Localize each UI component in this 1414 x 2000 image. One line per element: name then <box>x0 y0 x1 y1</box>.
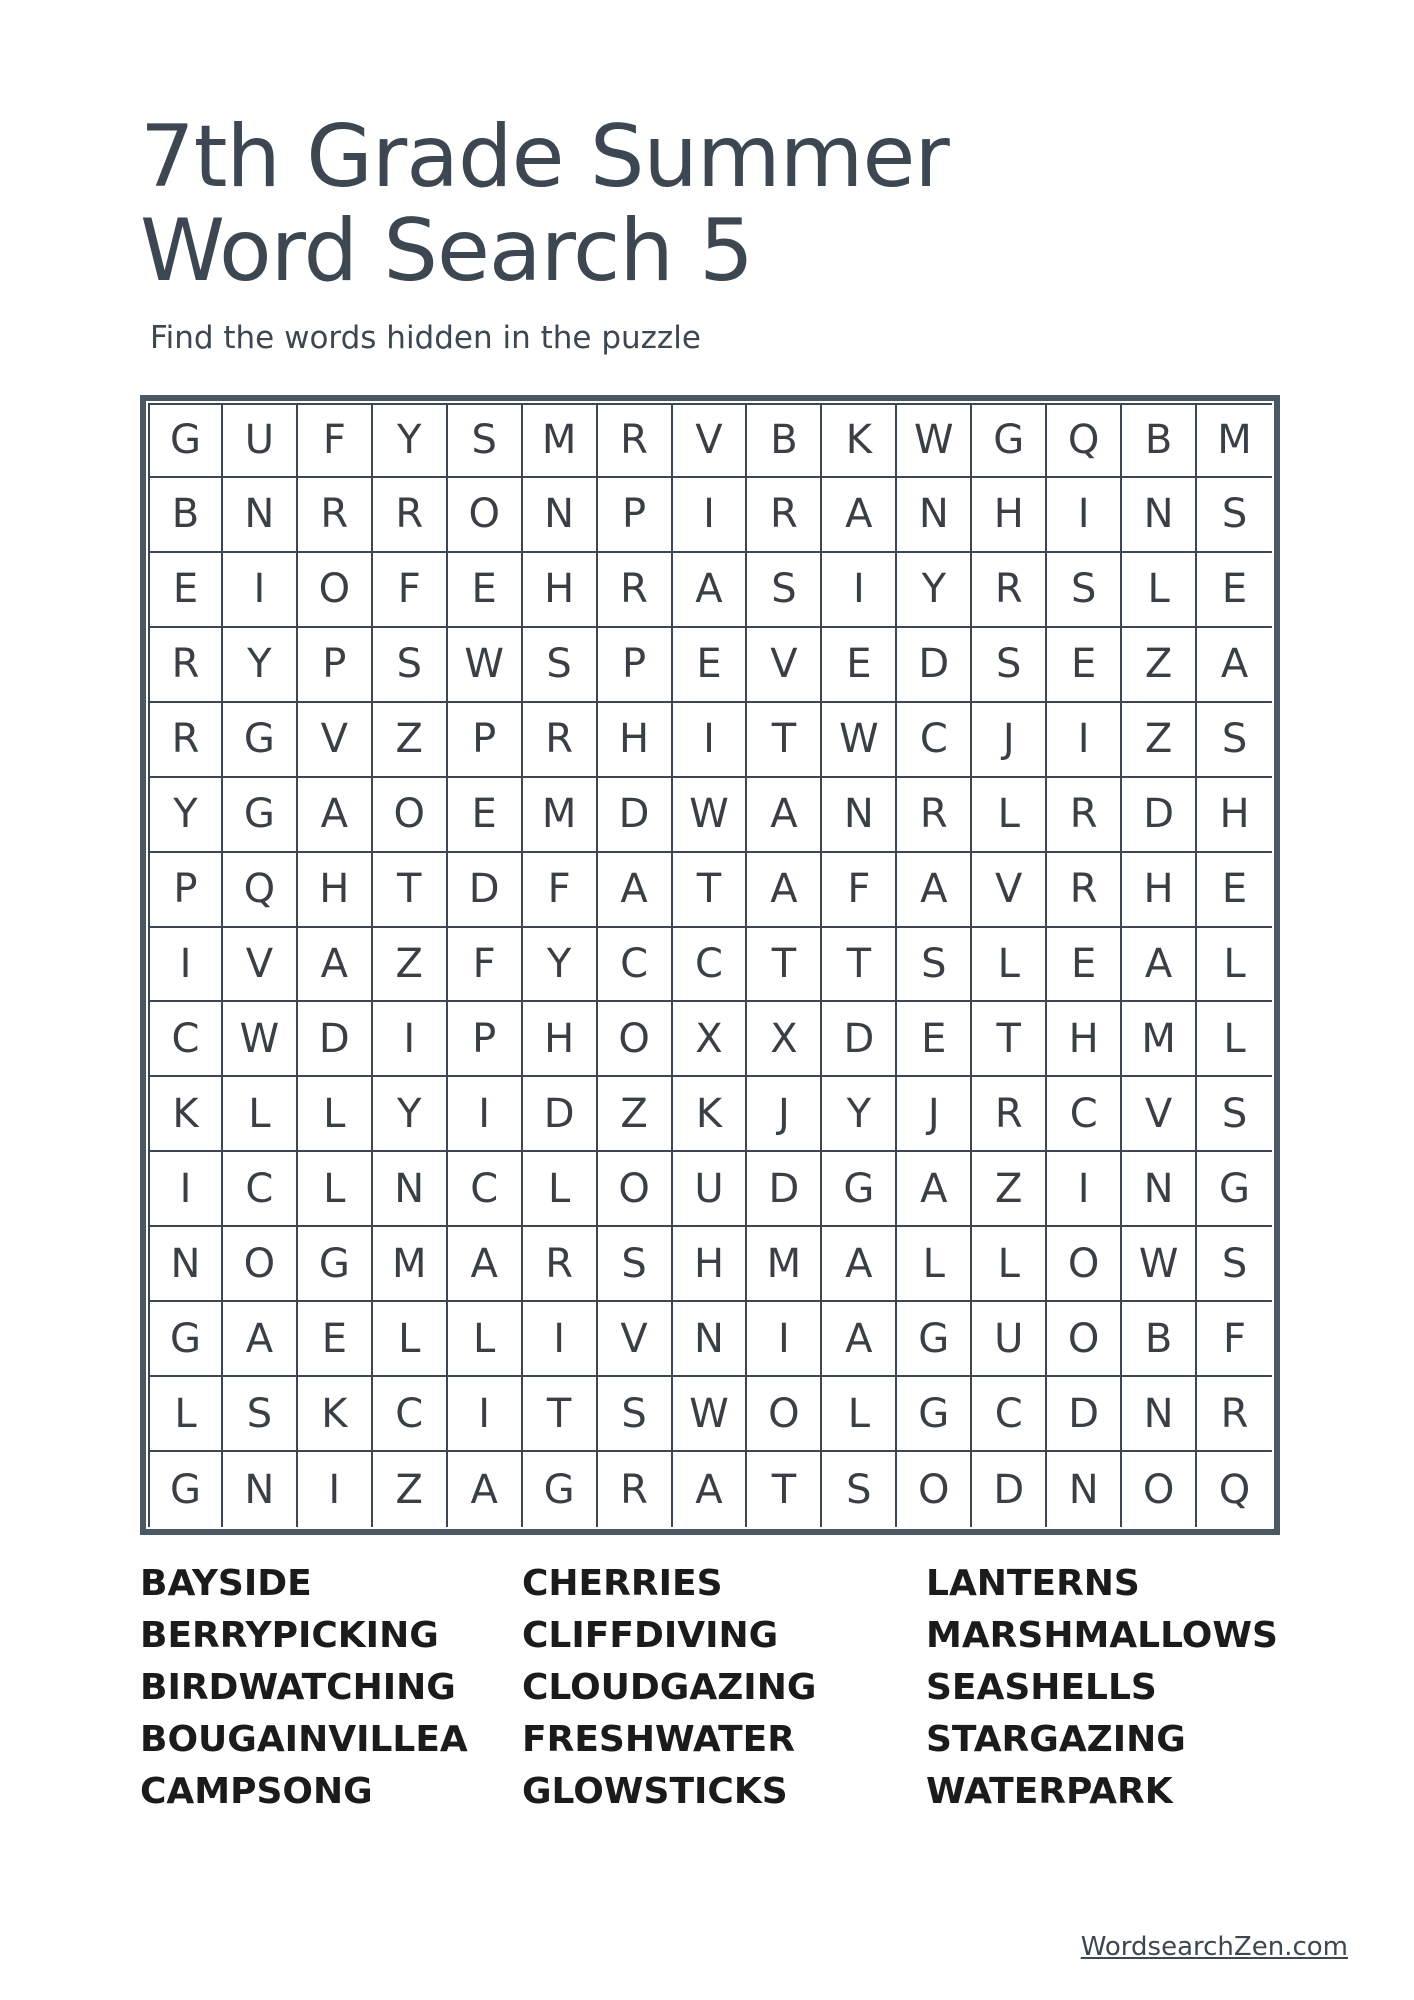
grid-cell[interactable]: W <box>448 628 523 703</box>
grid-cell[interactable]: J <box>972 703 1047 778</box>
grid-cell[interactable]: V <box>223 928 298 1003</box>
grid-cell[interactable]: S <box>747 553 822 628</box>
grid-cell[interactable]: R <box>972 553 1047 628</box>
grid-cell[interactable]: H <box>598 703 673 778</box>
grid-cell[interactable]: T <box>747 1452 822 1527</box>
grid-cell[interactable]: Q <box>1218 1466 1251 1513</box>
grid-cell[interactable]: Z <box>373 928 448 1003</box>
grid-cell[interactable]: R <box>897 778 972 853</box>
grid-cell[interactable]: I <box>1047 1152 1122 1227</box>
grid-cell[interactable]: N <box>523 478 598 553</box>
grid-cell[interactable]: E <box>1047 628 1122 703</box>
grid-cell[interactable]: L <box>972 1227 1047 1302</box>
grid-cell[interactable]: R <box>148 628 223 703</box>
grid-cell[interactable]: C <box>972 1377 1047 1452</box>
grid-cell[interactable]: V <box>673 403 748 478</box>
grid-cell[interactable]: S <box>223 1377 298 1452</box>
grid-cell[interactable]: I <box>448 1077 523 1152</box>
word-list <box>140 1558 1280 1818</box>
grid-cell[interactable]: E <box>1197 853 1272 928</box>
grid-cell[interactable]: L <box>223 1077 298 1152</box>
grid-cell[interactable]: I <box>1047 703 1122 778</box>
grid-cell[interactable]: S <box>822 1452 897 1527</box>
grid-cell[interactable]: H <box>523 1002 598 1077</box>
grid-cell[interactable]: R <box>373 478 448 553</box>
grid-cell[interactable]: L <box>373 1302 448 1377</box>
grid-cell[interactable]: S <box>598 1227 673 1302</box>
grid-cell[interactable]: M <box>523 403 598 478</box>
grid-cell[interactable]: N <box>1122 1377 1197 1452</box>
grid-cell[interactable]: O <box>1122 1452 1197 1527</box>
grid-cell[interactable]: L <box>523 1152 598 1227</box>
grid-cell[interactable]: F <box>448 928 523 1003</box>
grid-cell[interactable]: H <box>523 553 598 628</box>
grid-cell[interactable]: S <box>1197 703 1272 778</box>
grid-cell[interactable]: J <box>747 1077 822 1152</box>
grid-cell[interactable]: D <box>822 1002 897 1077</box>
grid-cell[interactable]: I <box>148 1152 223 1227</box>
title-line-2: Word Search 5 <box>140 201 753 301</box>
grid-cell[interactable]: E <box>1047 928 1122 1003</box>
grid-cell[interactable]: C <box>897 703 972 778</box>
word-item: BAYSIDE <box>140 1563 312 1604</box>
grid-cell[interactable]: E <box>148 553 223 628</box>
word-column-2 <box>522 1558 816 1818</box>
grid-cell[interactable]: D <box>298 1002 373 1077</box>
grid-cell[interactable]: A <box>223 1302 298 1377</box>
grid-cell[interactable]: T <box>523 1377 598 1452</box>
grid-cell[interactable]: E <box>673 628 748 703</box>
grid-cell[interactable]: T <box>373 853 448 928</box>
grid-cell[interactable]: D <box>897 628 972 703</box>
grid-cell[interactable]: H <box>1122 853 1197 928</box>
grid-cell[interactable]: R <box>1047 853 1122 928</box>
grid-cell[interactable]: I <box>1047 478 1122 553</box>
word-item: CAMPSONG <box>140 1771 373 1812</box>
grid-cell[interactable]: N <box>373 1152 448 1227</box>
grid-cell[interactable]: S <box>1047 553 1122 628</box>
grid-cell[interactable]: G <box>148 1302 223 1377</box>
grid-cell[interactable]: G <box>972 403 1047 478</box>
word-item: BERRYPICKING <box>140 1615 439 1656</box>
word-item: CLIFFDIVING <box>522 1615 779 1656</box>
grid-cell[interactable]: R <box>972 1077 1047 1152</box>
grid-cell[interactable]: J <box>897 1077 972 1152</box>
grid-cell[interactable]: V <box>598 1302 673 1377</box>
grid-cell[interactable]: A <box>673 553 748 628</box>
grid-cell[interactable]: O <box>1047 1227 1122 1302</box>
grid-cell[interactable]: X <box>747 1002 822 1077</box>
grid-cell[interactable]: C <box>448 1152 523 1227</box>
grid-cell[interactable]: D <box>747 1152 822 1227</box>
grid-cell[interactable]: B <box>1122 403 1197 478</box>
grid-cell[interactable]: S <box>897 928 972 1003</box>
grid-cell[interactable]: S <box>1197 1077 1272 1152</box>
grid-cell[interactable]: R <box>598 553 673 628</box>
grid-cell[interactable]: I <box>223 553 298 628</box>
word-item: BIRDWATCHING <box>140 1667 456 1708</box>
grid-cell[interactable]: K <box>148 1077 223 1152</box>
grid-cell[interactable]: A <box>448 1452 523 1527</box>
grid-cell[interactable]: Z <box>373 1452 448 1527</box>
grid-cell[interactable]: D <box>1047 1377 1122 1452</box>
grid-cell[interactable]: D <box>598 778 673 853</box>
grid-cell[interactable]: A <box>747 778 822 853</box>
grid-cell[interactable]: Y <box>223 628 298 703</box>
grid-cell[interactable]: P <box>448 1002 523 1077</box>
grid-cell[interactable]: A <box>822 478 897 553</box>
grid-cell[interactable]: I <box>673 478 748 553</box>
grid-cell[interactable]: G <box>148 1452 223 1527</box>
grid-cell[interactable]: Z <box>972 1152 1047 1227</box>
grid-cell[interactable]: O <box>298 553 373 628</box>
word-item: GLOWSTICKS <box>522 1771 788 1812</box>
grid-cell[interactable]: R <box>1197 1377 1272 1452</box>
grid-cell[interactable]: V <box>1122 1077 1197 1152</box>
grid-cell[interactable]: A <box>298 778 373 853</box>
grid-cell[interactable]: N <box>822 778 897 853</box>
grid-cell[interactable]: W <box>673 1377 748 1452</box>
grid-cell[interactable]: S <box>1197 478 1272 553</box>
grid-cell[interactable]: L <box>448 1302 523 1377</box>
grid-cell[interactable]: A <box>897 1152 972 1227</box>
grid-cell[interactable]: P <box>598 628 673 703</box>
grid-cell[interactable]: E <box>822 628 897 703</box>
grid-cell[interactable]: T <box>747 703 822 778</box>
grid-cell[interactable]: A <box>298 928 373 1003</box>
grid-cell[interactable]: S <box>598 1377 673 1452</box>
grid-cell[interactable]: R <box>523 1227 598 1302</box>
word-item: CLOUDGAZING <box>522 1667 817 1708</box>
grid-cell[interactable]: R <box>298 478 373 553</box>
grid-cell[interactable]: N <box>1122 478 1197 553</box>
grid-cell[interactable]: G <box>897 1377 972 1452</box>
grid-cell[interactable]: C <box>598 928 673 1003</box>
grid-cell[interactable]: O <box>1047 1302 1122 1377</box>
grid-cell[interactable]: N <box>223 1452 298 1527</box>
word-item: STARGAZING <box>926 1719 1186 1760</box>
grid-cell[interactable]: E <box>897 1002 972 1077</box>
grid-cell[interactable]: A <box>448 1227 523 1302</box>
grid-cell[interactable]: L <box>148 1377 223 1452</box>
grid-cell[interactable]: M <box>1197 403 1272 478</box>
instructions: Find the words hidden in the puzzle <box>150 320 701 356</box>
grid-cell[interactable]: F <box>822 853 897 928</box>
grid-cell[interactable]: R <box>1047 778 1122 853</box>
word-item: MARSHMALLOWS <box>926 1615 1278 1656</box>
grid-cell[interactable]: L <box>972 778 1047 853</box>
grid-cell[interactable]: O <box>598 1152 673 1227</box>
grid-cell[interactable]: Z <box>598 1077 673 1152</box>
grid-cell[interactable]: I <box>822 553 897 628</box>
grid-cell[interactable]: V <box>298 703 373 778</box>
grid-cell[interactable]: V <box>747 628 822 703</box>
grid-cell[interactable]: G <box>822 1152 897 1227</box>
grid-cell[interactable]: A <box>822 1302 897 1377</box>
grid-cell[interactable]: E <box>1197 553 1272 628</box>
grid-cell[interactable]: C <box>148 1002 223 1077</box>
site-link[interactable]: WordsearchZen.com <box>1080 1932 1348 1962</box>
grid-cell[interactable]: F <box>298 403 373 478</box>
grid-cell[interactable]: S <box>373 628 448 703</box>
grid-cell[interactable]: W <box>897 403 972 478</box>
grid-cell[interactable]: D <box>523 1077 598 1152</box>
grid-cell[interactable]: T <box>822 928 897 1003</box>
grid-cell[interactable]: H <box>1197 778 1272 853</box>
grid-cell[interactable]: D <box>448 853 523 928</box>
grid-cell[interactable]: M <box>1122 1002 1197 1077</box>
grid-cell[interactable]: B <box>747 403 822 478</box>
grid-cell[interactable]: N <box>673 1302 748 1377</box>
grid-cell[interactable]: T <box>972 1002 1047 1077</box>
grid-cell[interactable]: F <box>373 553 448 628</box>
grid-cell[interactable]: W <box>1122 1227 1197 1302</box>
grid-cell[interactable]: Y <box>523 928 598 1003</box>
grid-cell[interactable]: I <box>747 1302 822 1377</box>
grid-cell[interactable]: X <box>673 1002 748 1077</box>
word-item: WATERPARK <box>926 1771 1173 1812</box>
title-line-1: 7th Grade Summer <box>140 107 949 207</box>
grid-cell[interactable]: C <box>1047 1077 1122 1152</box>
grid-cell[interactable]: S <box>523 628 598 703</box>
grid-cell[interactable]: H <box>298 853 373 928</box>
grid-cell[interactable]: U <box>972 1302 1047 1377</box>
grid-cell[interactable]: A <box>822 1227 897 1302</box>
grid-cell[interactable]: N <box>1122 1152 1197 1227</box>
grid-cell[interactable]: S <box>448 403 523 478</box>
page-title <box>140 107 949 301</box>
grid-cell[interactable]: Z <box>1122 628 1197 703</box>
grid-cell[interactable]: P <box>448 703 523 778</box>
grid-cell[interactable]: E <box>448 778 523 853</box>
grid-cell[interactable]: S <box>1197 1227 1272 1302</box>
grid-cell[interactable]: N <box>223 478 298 553</box>
grid-cell[interactable]: L <box>298 1152 373 1227</box>
grid-cell[interactable]: P <box>298 628 373 703</box>
grid-cell[interactable]: A <box>598 853 673 928</box>
grid-cell[interactable]: L <box>1197 1002 1272 1077</box>
grid-cell[interactable]: C <box>223 1152 298 1227</box>
grid-cell[interactable]: C <box>673 928 748 1003</box>
grid-cell[interactable]: I <box>298 1452 373 1527</box>
grid-cell[interactable]: K <box>673 1077 748 1152</box>
grid-cell[interactable]: L <box>298 1077 373 1152</box>
grid-cell[interactable]: A <box>897 853 972 928</box>
grid-cell[interactable]: U <box>223 403 298 478</box>
grid-cell[interactable]: G <box>298 1227 373 1302</box>
grid-cell[interactable]: R <box>598 403 673 478</box>
grid-cell[interactable]: S <box>972 628 1047 703</box>
grid-cell[interactable]: U <box>673 1152 748 1227</box>
grid-cell[interactable]: Y <box>373 1077 448 1152</box>
grid-cell[interactable]: I <box>148 928 223 1003</box>
grid-cell[interactable]: L <box>972 928 1047 1003</box>
grid-cell[interactable]: G <box>223 703 298 778</box>
grid-cell[interactable]: G <box>148 403 223 478</box>
grid-cell[interactable]: L <box>897 1227 972 1302</box>
grid-cell[interactable]: O <box>747 1377 822 1452</box>
grid-cell[interactable]: Y <box>373 403 448 478</box>
grid-cell[interactable]: Y <box>897 553 972 628</box>
word-item: SEASHELLS <box>926 1667 1157 1708</box>
grid-cell[interactable]: Q <box>1047 403 1122 478</box>
grid-cell[interactable]: M <box>747 1227 822 1302</box>
letter-grid <box>140 395 1280 1535</box>
word-item: CHERRIES <box>522 1563 723 1604</box>
grid-cell[interactable]: R <box>747 478 822 553</box>
grid-cell[interactable]: G <box>523 1452 598 1527</box>
grid-cell[interactable]: O <box>373 778 448 853</box>
word-item: FRESHWATER <box>522 1719 795 1760</box>
grid-cell[interactable]: A <box>673 1452 748 1527</box>
grid-cell[interactable]: M <box>373 1227 448 1302</box>
grid-cell[interactable]: E <box>448 553 523 628</box>
grid-cell[interactable]: B <box>1122 1302 1197 1377</box>
grid-cell[interactable]: V <box>972 853 1047 928</box>
grid-cell[interactable]: Y <box>148 778 223 853</box>
grid-cell[interactable]: Z <box>1122 703 1197 778</box>
grid-cell[interactable]: Q <box>223 853 298 928</box>
grid-cell[interactable]: T <box>673 853 748 928</box>
grid-cell[interactable]: R <box>148 703 223 778</box>
grid-cell[interactable]: A <box>1197 628 1272 703</box>
grid-cell[interactable]: G <box>223 778 298 853</box>
grid-cell[interactable]: P <box>598 478 673 553</box>
grid-cell[interactable]: Y <box>822 1077 897 1152</box>
grid-cell[interactable]: I <box>373 1002 448 1077</box>
grid-cell[interactable]: E <box>298 1302 373 1377</box>
grid-cell[interactable]: M <box>523 778 598 853</box>
grid-cell[interactable]: G <box>1197 1152 1272 1227</box>
grid-cell[interactable]: H <box>972 478 1047 553</box>
grid-cell[interactable]: O <box>897 1452 972 1527</box>
grid-cell[interactable]: Z <box>373 703 448 778</box>
grid-cell[interactable]: D <box>972 1452 1047 1527</box>
grid-cell[interactable]: O <box>223 1227 298 1302</box>
grid-cell[interactable]: I <box>673 703 748 778</box>
grid-cell[interactable]: A <box>747 853 822 928</box>
grid-cell[interactable]: B <box>148 478 223 553</box>
grid-cell[interactable]: R <box>598 1452 673 1527</box>
grid-cell[interactable]: D <box>1122 778 1197 853</box>
grid-cell[interactable]: R <box>523 703 598 778</box>
grid-cell[interactable]: G <box>897 1302 972 1377</box>
grid-cell[interactable]: P <box>148 853 223 928</box>
grid-cell[interactable]: L <box>822 1377 897 1452</box>
grid-cell[interactable]: K <box>822 403 897 478</box>
grid-cell[interactable]: N <box>148 1227 223 1302</box>
word-column-3 <box>926 1558 1278 1818</box>
grid-cell[interactable]: F <box>1197 1302 1272 1377</box>
grid-cell[interactable]: W <box>673 778 748 853</box>
grid-cell[interactable]: I <box>448 1377 523 1452</box>
grid-cell[interactable]: O <box>448 478 523 553</box>
grid-cell[interactable]: L <box>1122 553 1197 628</box>
grid-cell[interactable]: T <box>747 928 822 1003</box>
grid-cell[interactable]: F <box>523 853 598 928</box>
grid-cell[interactable]: I <box>523 1302 598 1377</box>
word-item: LANTERNS <box>926 1563 1140 1604</box>
grid-cell[interactable]: A <box>1122 928 1197 1003</box>
word-item: BOUGAINVILLEA <box>140 1719 468 1760</box>
grid-cell[interactable]: C <box>373 1377 448 1452</box>
grid-cell[interactable]: W <box>223 1002 298 1077</box>
grid-cell[interactable]: H <box>1047 1002 1122 1077</box>
grid-cell[interactable]: L <box>1197 928 1272 1003</box>
grid-cell[interactable]: O <box>598 1002 673 1077</box>
grid-cell[interactable]: W <box>822 703 897 778</box>
grid-cell[interactable]: H <box>673 1227 748 1302</box>
grid-cell[interactable]: K <box>298 1377 373 1452</box>
word-column-1 <box>140 1558 468 1818</box>
grid-cell[interactable]: N <box>897 478 972 553</box>
grid-cell[interactable]: N <box>1047 1452 1122 1527</box>
